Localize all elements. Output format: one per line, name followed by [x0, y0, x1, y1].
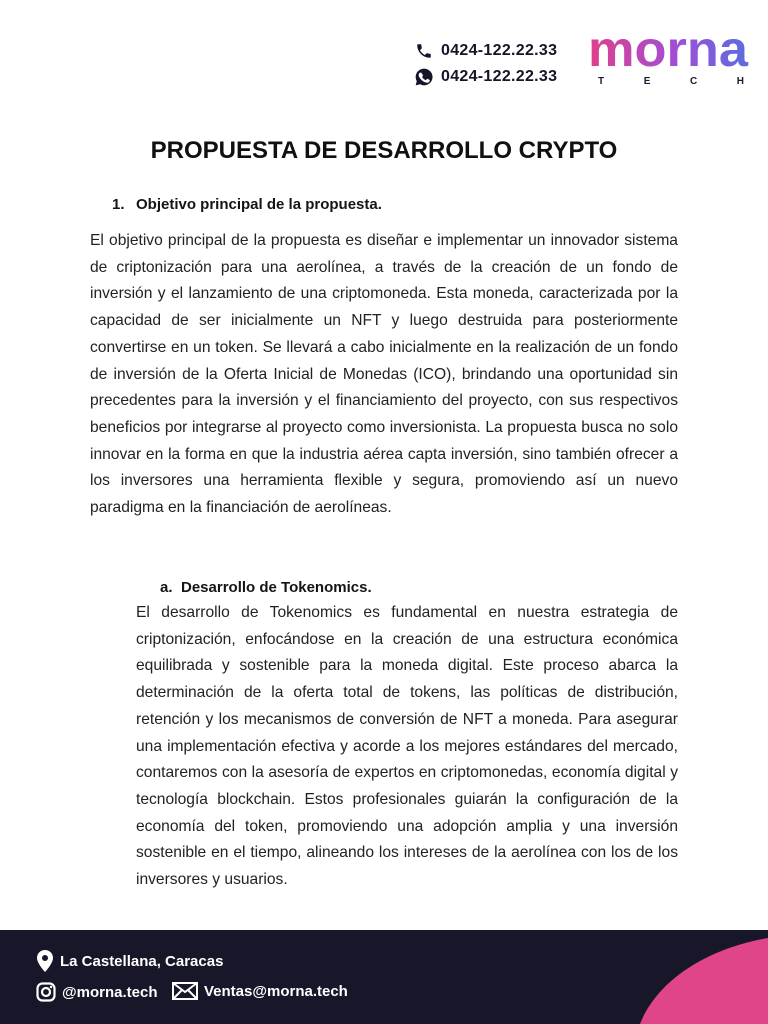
subsection-a-heading: [160, 579, 372, 596]
phone-icon: [414, 41, 434, 61]
logo-letter: T: [598, 76, 605, 87]
section-1-heading: [112, 196, 382, 213]
section-heading-text: Objetivo principal de la propuesta.: [136, 196, 382, 213]
header-contacts: [414, 38, 557, 90]
logo-subtitle: [598, 76, 744, 87]
section-number: 1.: [112, 196, 125, 213]
phone-number[interactable]: 0424-122.22.33: [441, 42, 558, 59]
logo-letter: E: [643, 76, 651, 87]
subsection-heading-text: Desarrollo de Tokenomics.: [181, 579, 372, 596]
address-text: La Castellana, Caracas: [60, 952, 224, 970]
whatsapp-icon: [414, 67, 434, 87]
document-title: PROPUESTA DE DESARROLLO CRYPTO: [150, 137, 618, 164]
footer-email[interactable]: [172, 982, 348, 1000]
footer: [0, 930, 768, 1024]
instagram-handle[interactable]: @morna.tech: [62, 983, 158, 1001]
footer-instagram[interactable]: [36, 982, 157, 1002]
phone-row: [414, 38, 557, 64]
section-1-paragraph: El objetivo principal de la propuesta es diseñar e implementar un innovador sistema de criptonización para una aerolínea, a través de la creación de un fondo de inversión y el lanzamiento de una criptomoneda. Esta moneda, caracterizada por la capacidad de ser inicialmente un NFT y luego destruida para posteriormente convertirse en un token. Se llevará a cabo inicialmente en la realización de un fondo de inversión de la Oferta Inicial de Monedas (ICO), brindando una oportunidad sin precedentes para la inversión y el financiamiento del proyecto, con sus respectivos beneficios por integrarse al proyecto como inversionista. La propuesta busca no solo innovar en la forma en que la industria aérea capta inversión, sino también ofrecer a los inversores una herramienta flexible y segura, promoviendo así un nuevo paradigma en la financiación de aerolíneas.: [90, 232, 678, 517]
morna-tech-logo: [588, 28, 752, 94]
logo-wordmark: morna: [588, 28, 750, 74]
subsection-letter: a.: [160, 579, 173, 596]
whatsapp-row: [414, 64, 557, 90]
logo-letter: H: [736, 76, 744, 87]
footer-wave-decoration: [0, 930, 768, 1024]
subsection-a-paragraph: El desarrollo de Tokenomics es fundamental en nuestra estrategia de criptonización, enfocándose en la creación de una estructura económica equilibrada y sostenible para la moneda digital. Este proceso abarca la determinación de la oferta total de tokens, las políticas de distribución, retención y los mecanismos de conversión de NFT a moneda. Para asegurar una implementación efectiva y acorde a los mejores estándares del mercado, contaremos con la asesoría de expertos en criptomonedas, economía digital y tecnología blockchain. Estos profesionales guiarán la configuración de la economía del token, promoviendo una adopción amplia y una inversión sostenible en el tiempo, alineando los intereses de la aerolínea con los de los inversores y usuarios.: [136, 604, 678, 889]
email-address[interactable]: Ventas@morna.tech: [204, 982, 348, 1000]
location-pin-icon: [36, 950, 54, 972]
envelope-icon: [172, 982, 198, 1000]
whatsapp-number[interactable]: 0424-122.22.33: [441, 68, 558, 85]
logo-letter: C: [689, 76, 698, 87]
instagram-icon: [36, 982, 56, 1002]
footer-address: [36, 950, 223, 972]
